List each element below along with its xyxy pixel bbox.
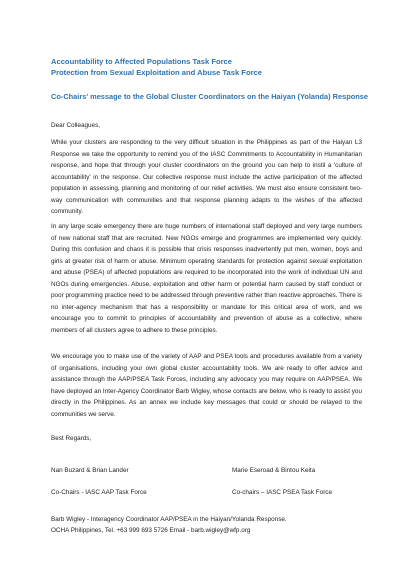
title-psea-task-force: Protection from Sexual Exploitation and Abuse Task Force bbox=[51, 68, 262, 77]
paragraph-psea: In any large scale emergency there are huge numbers of international staff deployed and very large numbers of new national staff that are recruited. New NGOs emerge and programmes are implemented very quickly. During this confusion and chaos it is possible that crisis responses inadvertently put men, women, boys and girls at greater risk of harm or abuse. Minimum operating standards for protection against sexual exploitation and abuse (PSEA) of affected populations are required to be incorporated into the work of individual UN and NGOs during emergencies. Abuse, exploitation and other harm or potential harm caused by staff conduct or poor programming practice need to be addressed through preventive rather than reactive approaches. There is no inter-agency mechanism that has a responsibility or mandate for this critical area of work, and we encourage you to commit to principles of accountability and prevention of abuse as a collective, where members of all clusters agree to adhere to these principles. bbox=[51, 223, 362, 334]
paragraph-tools: We encourage you to make use of the variety of AAP and PSEA tools and procedures available from a variety of organisations, including your own global cluster accountability tools. We are ready to offer advice and assistance through the AAP/PSEA Task Forces, including any advocacy you may require on AAP/PSEA. We have deployed an Inter-Agency Coordinator Barb Wigley, whose contacts are below, who is ready to assist you directly in the Philippines. As an annex we include key messages that could or should be relayed to the communities we serve. bbox=[51, 353, 362, 418]
paragraph-accountability: While your clusters are responding to the very difficult situation in the Philippines as part of the Haiyan L3 Response we take the opportunity to remind you of the IASC Commitments to Accountability in Humanitarian response, and hope that through your cluster coordinators on the ground you can help to instil a 'culture of accountability' in the response. Our collective response must include the active participation of the affected population in assessing, planning and monitoring of our relief activities. We must also ensure consistent two-way communication with communities and that response planning adapts to the wishes of the affected community. bbox=[51, 139, 362, 215]
coordinator-contact: OCHA Philippines, Tel. +63 999 693 5726 Email - barb.wigley@wfp.org bbox=[51, 527, 251, 534]
signatory-names-aap: Nan Buzard & Brian Lander bbox=[51, 467, 129, 474]
coordinator-line: Barb Wigley - Interagency Coordinator AAP/PSEA in the Haiyan/Yolanda Response. bbox=[51, 516, 287, 523]
title-aap-task-force: Accountability to Affected Populations Task Force bbox=[51, 57, 233, 66]
signatory-title-psea: Co-chairs – IASC PSEA Task Force bbox=[232, 489, 333, 496]
document-subtitle: Co-Chairs' message to the Global Cluster Coordinators on the Haiyan (Yolanda) Response bbox=[51, 92, 369, 101]
closing: Best Regards, bbox=[51, 435, 92, 442]
signatory-names-psea: Marie Eseroad & Bintou Keita bbox=[232, 467, 316, 474]
salutation: Dear Colleagues, bbox=[51, 122, 101, 129]
signatory-title-aap: Co-Chairs - IASC AAP Task Force bbox=[51, 489, 147, 496]
